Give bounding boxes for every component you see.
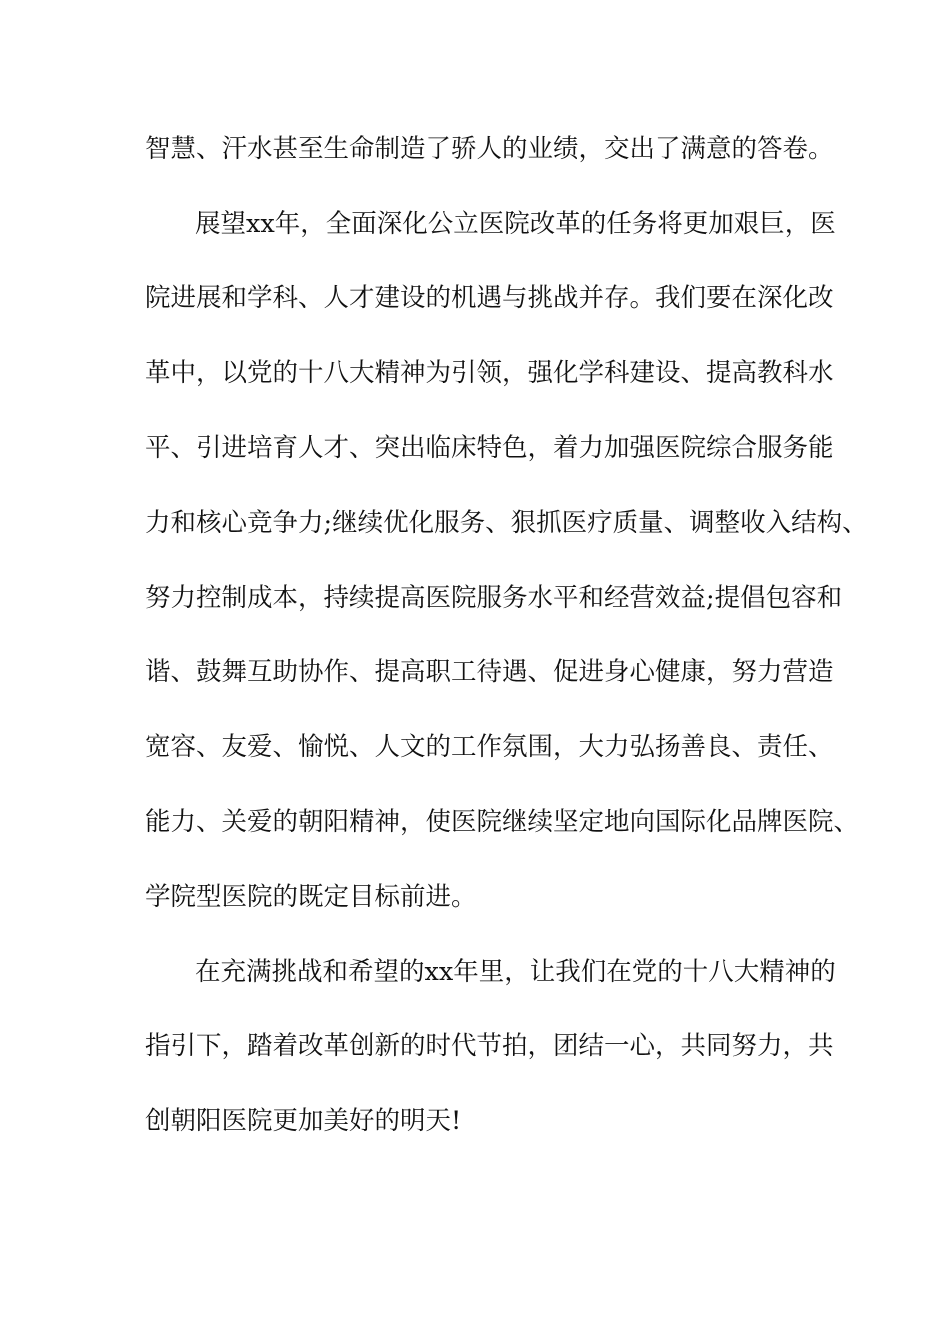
text-line: 院进展和学科、人才建设的机遇与挑战并存。我们要在深化改 bbox=[145, 283, 834, 313]
text-line: 智慧、汗水甚至生命制造了骄人的业绩，交出了满意的答卷。 bbox=[145, 134, 834, 164]
text-line: 学院型医院的既定目标前进。 bbox=[145, 882, 477, 912]
paragraph-first-line: 在充满挑战和希望的xx年里，让我们在党的十八大精神的 bbox=[195, 957, 836, 987]
text-line: 谐、鼓舞互助协作、提高职工待遇、促进身心健康，努力营造 bbox=[145, 657, 834, 687]
text-line: 革中，以党的十八大精神为引领，强化学科建设、提高教科水 bbox=[145, 358, 834, 388]
text-line: 努力控制成本，持续提高医院服务水平和经营效益;提倡包容和 bbox=[145, 583, 843, 613]
text-line: 平、引进培育人才、突出临床特色，着力加强医院综合服务能 bbox=[145, 433, 834, 463]
text-line: 能力、关爱的朝阳精神，使医院继续坚定地向国际化品牌医院、 bbox=[145, 807, 860, 837]
text-line: 指引下，踏着改革创新的时代节拍，团结一心，共同努力，共 bbox=[145, 1031, 834, 1061]
text-line: 力和核心竞争力;继续优化服务、狠抓医疗质量、调整收入结构、 bbox=[145, 508, 868, 538]
text-line: 创朝阳医院更加美好的明天! bbox=[145, 1106, 462, 1136]
paragraph-first-line: 展望xx年，全面深化公立医院改革的任务将更加艰巨，医 bbox=[195, 209, 836, 239]
text-line: 宽容、友爱、愉悦、人文的工作氛围，大力弘扬善良、责任、 bbox=[145, 732, 834, 762]
